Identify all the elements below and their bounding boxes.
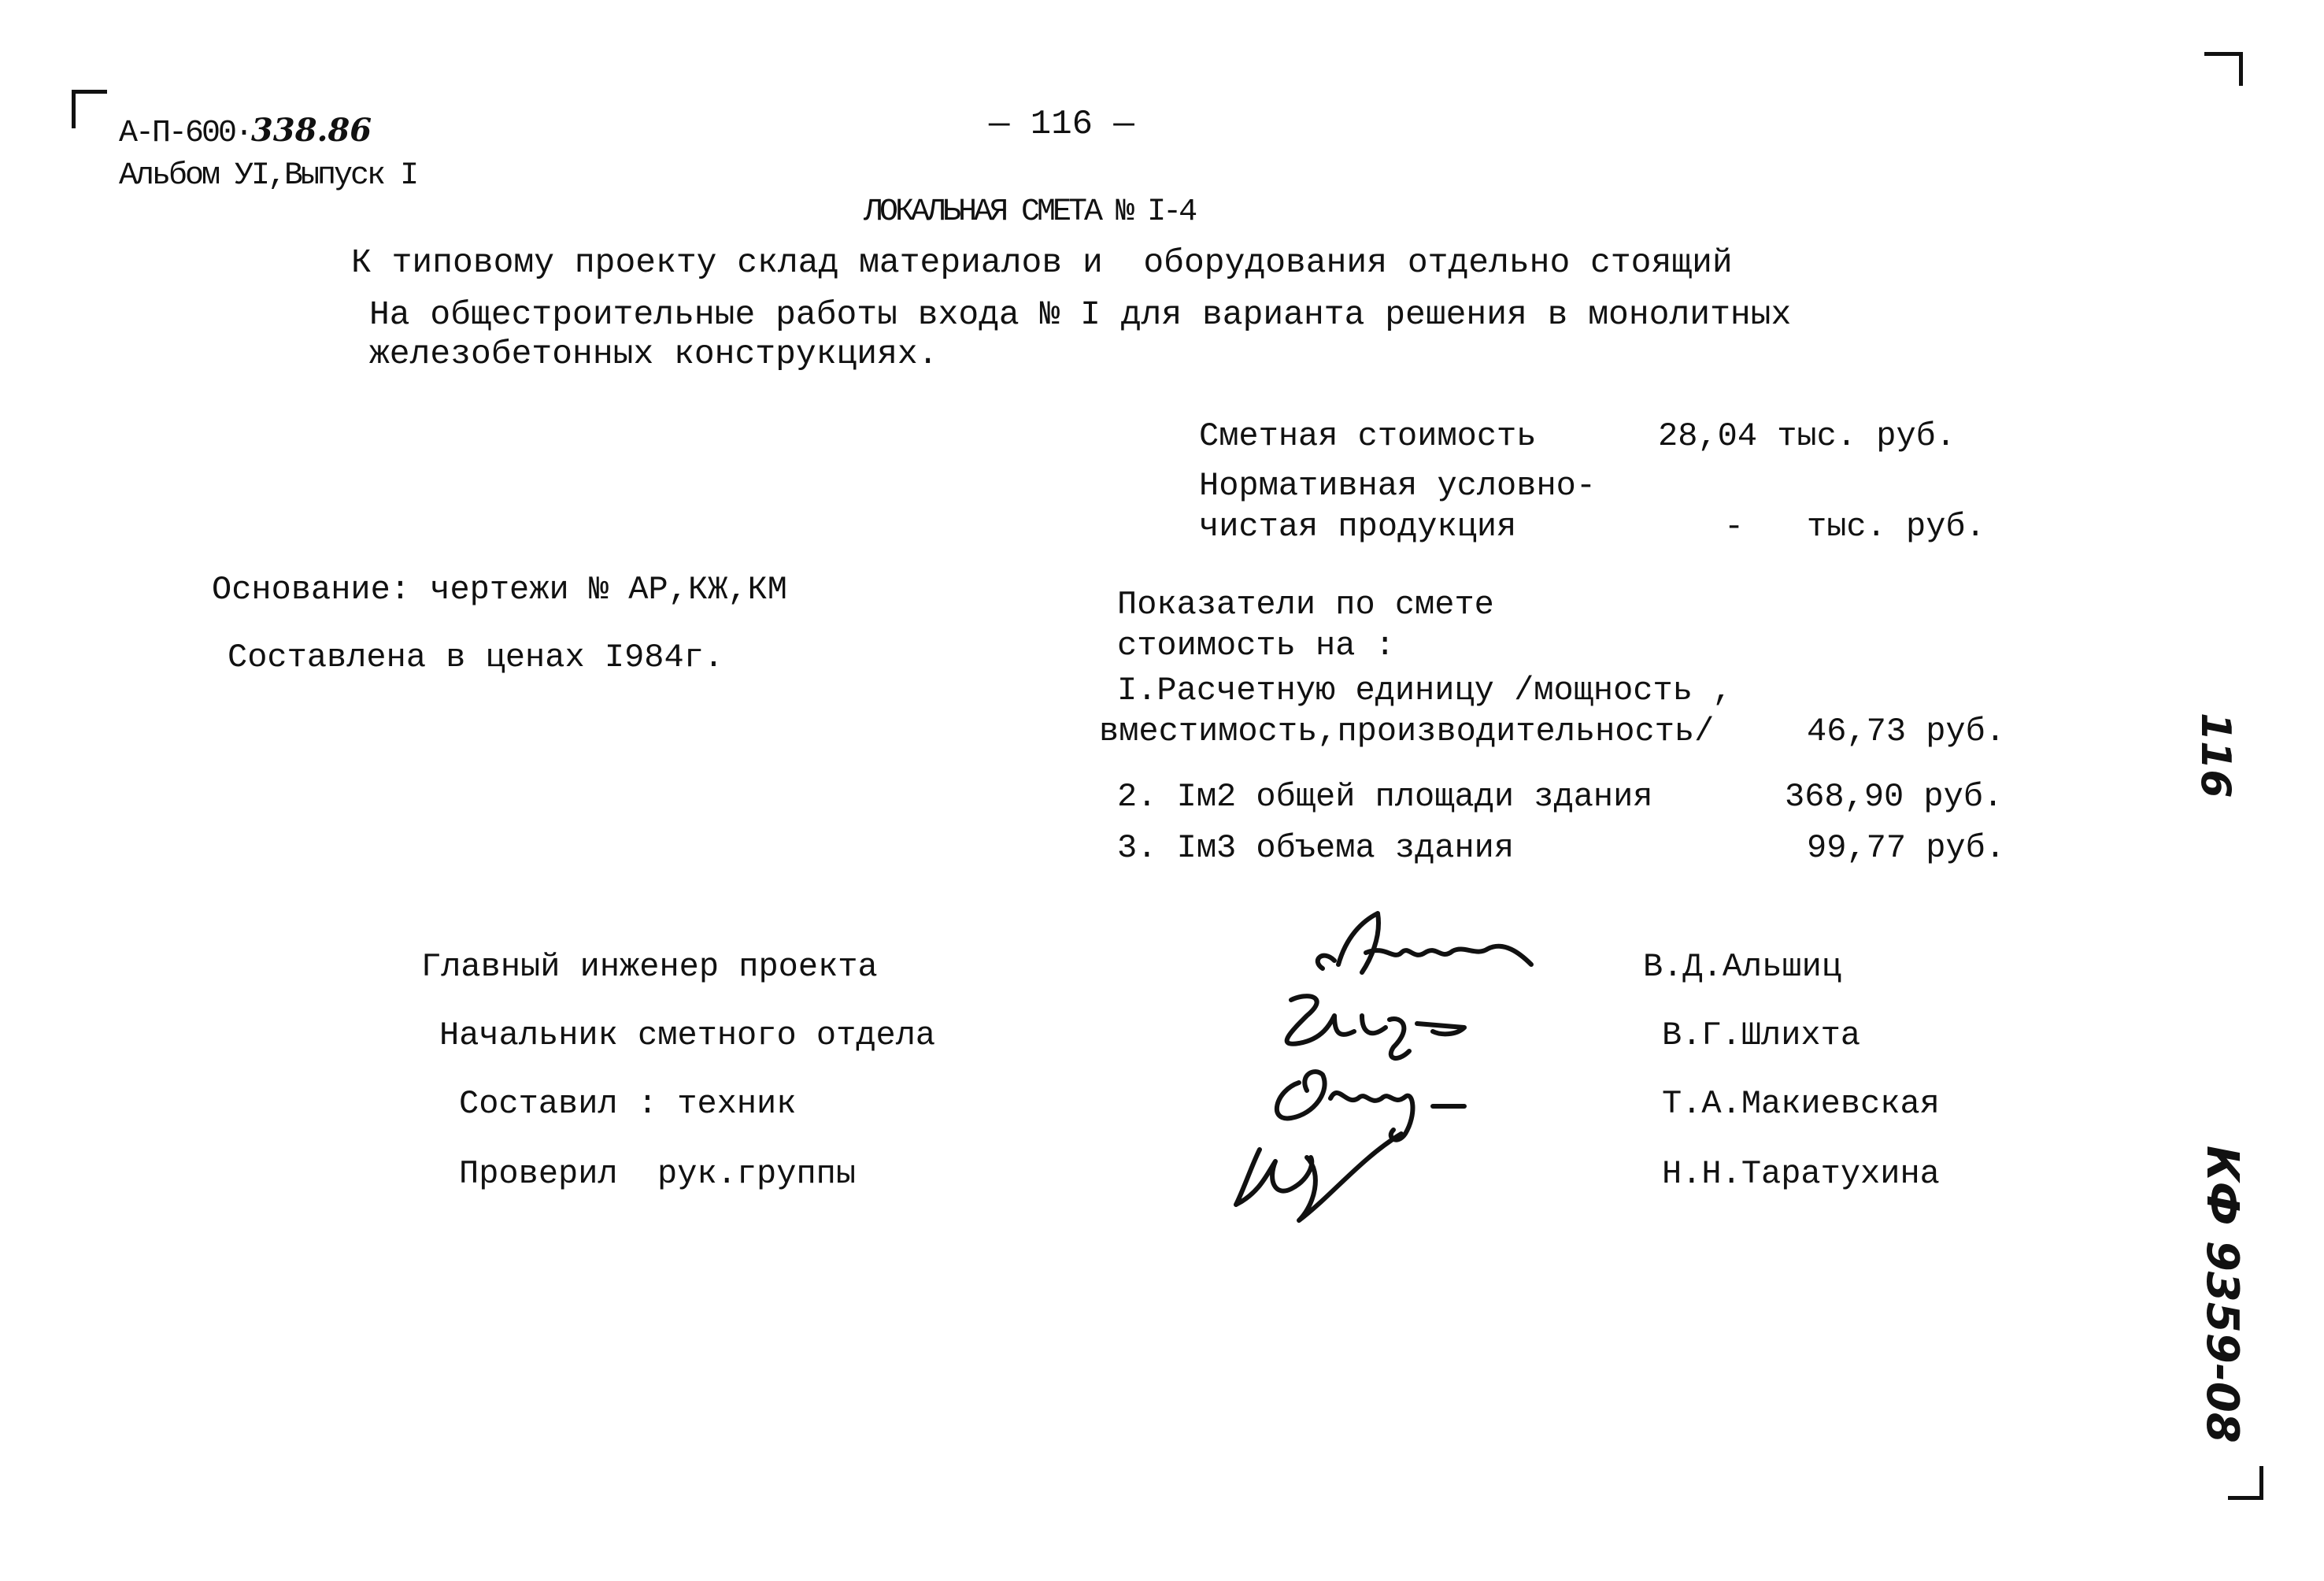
indicator-3-label: 3. Iм3 объема здания bbox=[1117, 829, 1515, 867]
handwritten-signature-1 bbox=[1307, 905, 1543, 992]
margin-archive-code: КФ 9359-08 bbox=[2196, 1146, 2248, 1443]
album-label: Альбом УI,Выпуск I bbox=[119, 158, 417, 194]
corner-mark-bottom-right bbox=[2228, 1466, 2263, 1500]
normative-unit: тыс. руб. bbox=[1807, 508, 1985, 546]
signature-name-4: Н.Н.Таратухина bbox=[1662, 1155, 1940, 1193]
description-line-2: железобетонных конструкциях. bbox=[369, 335, 938, 373]
description-line-1: На общестроительные работы входа № I для варианта решения в монолитных bbox=[369, 295, 1792, 334]
signature-role-2: Начальник сметного отдела bbox=[439, 1016, 936, 1054]
page-number: — 116 — bbox=[989, 105, 1134, 144]
normative-label-1: Нормативная условно- bbox=[1199, 467, 1597, 505]
document-code-typed: А-П-600· bbox=[119, 116, 252, 151]
signature-name-1: В.Д.Альшиц bbox=[1643, 948, 1842, 986]
document-subtitle: К типовому проекту склад материалов и оборудования отдельно стоящий bbox=[351, 243, 1733, 282]
indicators-heading-1: Показатели по смете bbox=[1117, 586, 1494, 624]
document-code-handwritten: 338.86 bbox=[251, 112, 372, 149]
estimated-cost-value: 28,04 тыс. руб. bbox=[1658, 417, 1956, 455]
estimated-cost-label: Сметная стоимость bbox=[1199, 417, 1537, 455]
corner-mark-top-left bbox=[72, 90, 107, 128]
signature-role-4: Проверил рук.группы bbox=[459, 1155, 857, 1193]
normative-value: - bbox=[1724, 508, 1745, 546]
signature-role-1: Главный инженер проекта bbox=[421, 948, 878, 986]
signature-name-2: В.Г.Шлихта bbox=[1662, 1016, 1861, 1054]
document-title: ЛОКАЛЬНАЯ СМЕТА № I-4 bbox=[864, 194, 1195, 230]
indicator-3-value: 99,77 руб. bbox=[1807, 829, 2006, 867]
normative-label-2: чистая продукция bbox=[1199, 508, 1517, 546]
indicator-1-value: 46,73 руб. bbox=[1807, 713, 2006, 750]
indicators-heading-2: стоимость на : bbox=[1117, 627, 1395, 665]
handwritten-signature-4 bbox=[1220, 1118, 1441, 1228]
indicator-2-label: 2. Iм2 общей площади здания bbox=[1117, 778, 1653, 816]
margin-page-number: 116 bbox=[2192, 713, 2239, 798]
signature-name-3: Т.А.Макиевская bbox=[1662, 1085, 1940, 1123]
prices-text: Составлена в ценах I984г. bbox=[228, 639, 724, 676]
indicator-1-label-1: I.Расчетную единицу /мощность , bbox=[1117, 672, 1733, 709]
indicator-2-value: 368,90 руб. bbox=[1785, 778, 2004, 816]
handwritten-signature-2 bbox=[1260, 984, 1496, 1071]
basis-text: Основание: чертежи № АР,КЖ,КМ bbox=[212, 571, 787, 609]
corner-mark-top-right bbox=[2204, 52, 2243, 86]
document-code bbox=[119, 112, 372, 151]
signature-role-3: Составил : техник bbox=[459, 1085, 797, 1123]
indicator-1-label-2: вместимость,производительность/ bbox=[1099, 713, 1715, 750]
